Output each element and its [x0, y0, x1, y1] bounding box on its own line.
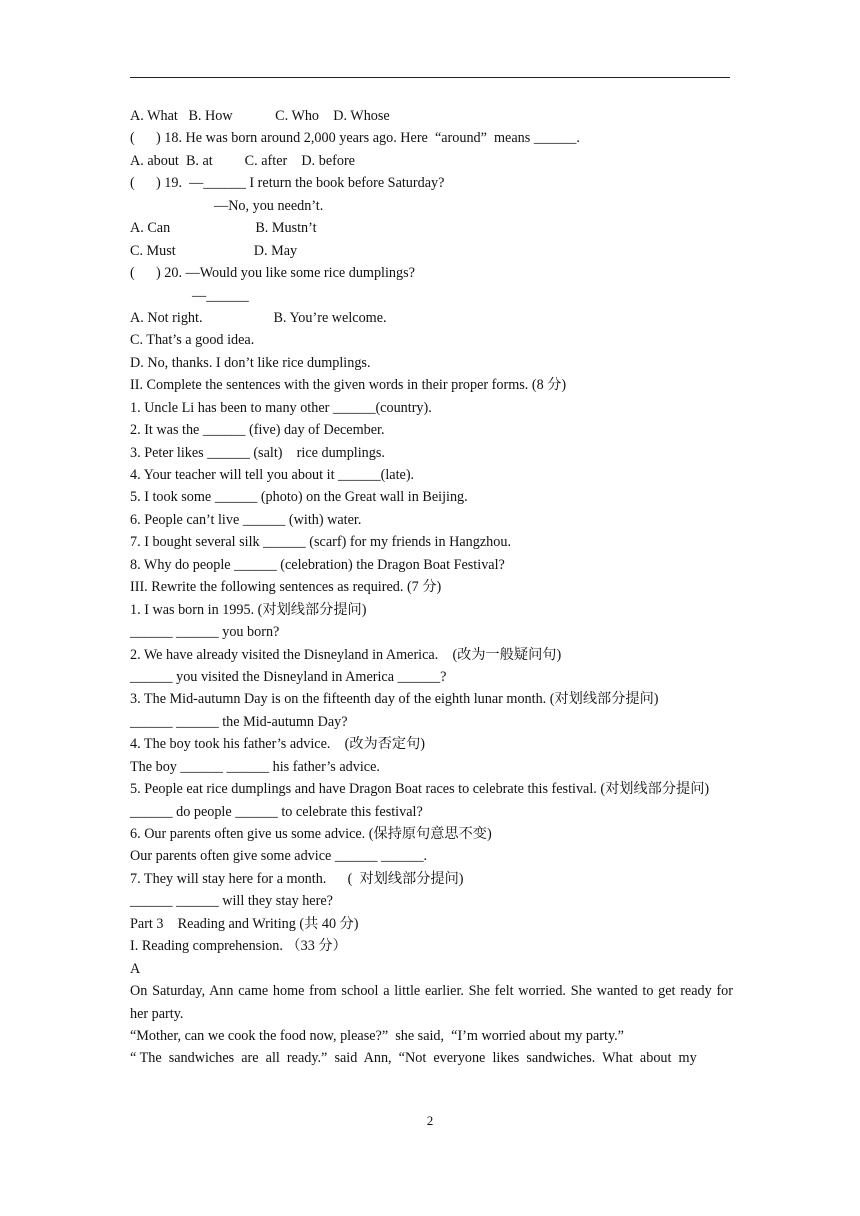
question-19: ( ) 19. —______ I return the book before Saturday?: [130, 175, 445, 192]
section-heading: III. Rewrite the following sentences as required. (7 分): [130, 579, 442, 596]
question-20: ( ) 20. —Would you like some rice dumplings?: [130, 265, 415, 282]
text-line: A. about B. at C. after D. before: [130, 152, 355, 169]
text-line: ______ ______ the Mid-autumn Day?: [130, 713, 348, 730]
text-line: 5. I took some ______ (photo) on the Great wall in Beijing.: [130, 489, 468, 506]
text-line: 7. They will stay here for a month. ( 对划线部分提问): [130, 870, 464, 887]
text-line: 6. Our parents often give us some advice. (保持原句意思不变): [130, 826, 492, 843]
text-line: 3. Peter likes ______ (salt) rice dumplings.: [130, 444, 385, 461]
text-line: A. What B. How C. Who D. Whose: [130, 108, 390, 124]
question-18: ( ) 18. He was born around 2,000 years ago. Here “around” means ______.: [130, 130, 580, 147]
text-paragraph: 5. People eat rice dumplings and have Dragon Boat races to celebrate this festival. (对划线部分提问): [130, 781, 710, 798]
text-line: ______ do people ______ to celebrate this festival?: [130, 803, 423, 820]
text-line: 2. We have already visited the Disneyland in America. (改为一般疑问句): [130, 646, 562, 663]
text-line: 4. Your teacher will tell you about it ______(late).: [130, 467, 415, 483]
document-body: [130, 105, 733, 1070]
header-rule: [130, 77, 730, 78]
text-line: ______ ______ you born?: [130, 624, 280, 641]
text-line: The boy ______ ______ his father’s advice.: [130, 758, 380, 775]
text-line: A. Not right. B. You’re welcome.: [130, 309, 387, 326]
text-line: D. No, thanks. I don’t like rice dumplings.: [130, 354, 371, 371]
text-line: 1. Uncle Li has been to many other ______(country).: [130, 399, 432, 416]
passage-paragraph: On Saturday, Ann came home from school a little earlier. She felt worried. She wanted to get ready for her party.: [130, 983, 733, 1022]
passage-label: A: [130, 960, 141, 977]
text-line: 6. People can’t live ______ (with) water.: [130, 511, 362, 528]
text-line: 4. The boy took his father’s advice. (改为否定句): [130, 736, 425, 753]
text-line: 1. I was born in 1995. (对划线部分提问): [130, 601, 367, 618]
text-line: C. That’s a good idea.: [130, 332, 255, 349]
passage-paragraph: “Mother, can we cook the food now, please?” she said, “I’m worried about my party.”: [130, 1027, 624, 1044]
part-heading: Part 3 Reading and Writing (共 40 分): [130, 915, 359, 932]
text-line: C. Must D. May: [130, 242, 298, 259]
text-line: 2. It was the ______ (five) day of December.: [130, 422, 385, 439]
page-number: 2: [426, 1113, 434, 1128]
text-line: Our parents often give some advice ______ ______.: [130, 848, 428, 865]
section-heading: I. Reading comprehension. （33 分）: [130, 938, 347, 955]
text-line: ______ you visited the Disneyland in America ______?: [130, 668, 447, 685]
section-heading: II. Complete the sentences with the given words in their proper forms. (8 分): [130, 377, 567, 394]
text-line: ______ ______ will they stay here?: [130, 893, 333, 910]
text-line: —______: [192, 287, 249, 304]
text-line: 8. Why do people ______ (celebration) the Dragon Boat Festival?: [130, 556, 505, 573]
text-line: A. Can B. Mustn’t: [130, 220, 317, 237]
text-line: 3. The Mid-autumn Day is on the fifteenth day of the eighth lunar month. (对划线部分提问): [130, 691, 659, 708]
text-line: —No, you needn’t.: [214, 197, 324, 214]
passage-paragraph: “ The sandwiches are all ready.” said Ann, “Not everyone likes sandwiches. What about my: [130, 1050, 697, 1067]
text-line: 7. I bought several silk ______ (scarf) for my friends in Hangzhou.: [130, 534, 511, 551]
